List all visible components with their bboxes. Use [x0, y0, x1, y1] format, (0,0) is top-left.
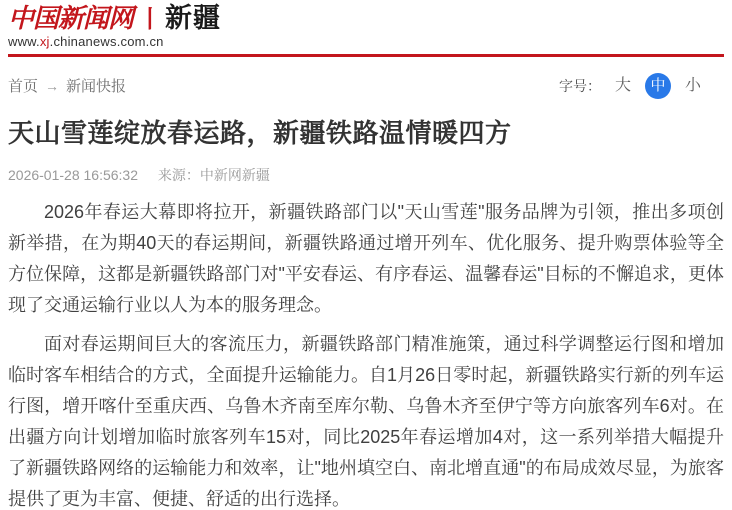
site-url-suffix: .chinanews.com.cn — [49, 34, 164, 49]
article-meta — [8, 165, 724, 185]
font-size-control — [559, 73, 706, 99]
article-paragraph-2: 面对春运期间巨大的客流压力，新疆铁路部门精准施策，通过科学调整运行图和增加临时客车相结合的方式，全面提升运输能力。自1月26日零时起，新疆铁路实行新的列车运行图，增开喀什至重庆西、乌鲁木齐南至库尔勒、乌鲁木齐至伊宁等方向旅客列车6对。在出疆方向计划增加临时旅客列车15对，同比2025年春运增加4对，这一系列举措大幅提升了新疆铁路网络的运输能力和效率，让"地州填空白、南北增直通"的布局成效尽显，为旅客提供了更为丰富、便捷、舒适的出行选择。 — [8, 334, 724, 510]
logo-text-region: 新疆 — [165, 3, 222, 33]
font-size-medium-button[interactable]: 中 — [645, 73, 671, 99]
breadcrumb-section-link[interactable]: 新闻快报 — [66, 78, 127, 95]
article-source — [158, 167, 270, 183]
breadcrumb-home-link[interactable]: 首页 — [8, 78, 39, 95]
site-header — [0, 0, 732, 57]
toolbar — [0, 57, 732, 99]
breadcrumb — [8, 75, 126, 96]
article — [0, 115, 732, 510]
font-size-label: 字号： — [559, 77, 601, 94]
source-label: 来源： — [157, 167, 200, 184]
logo-text-main: 中国新闻网 — [8, 4, 134, 34]
site-url-highlight: xj — [39, 34, 50, 49]
font-size-large-button[interactable]: 大 — [610, 73, 636, 99]
site-url — [8, 34, 724, 49]
article-title: 天山雪莲绽放春运路，新疆铁路温情暖四方 — [8, 118, 512, 148]
site-logo[interactable] — [8, 5, 724, 49]
font-size-small-button[interactable]: 小 — [680, 73, 706, 99]
site-url-prefix: www. — [8, 34, 40, 49]
article-body — [8, 197, 724, 510]
article-paragraph-1: 2026年春运大幕即将拉开，新疆铁路部门以"天山雪莲"服务品牌为引领，推出多项创新举措，在为期40天的春运期间，新疆铁路通过增开列车、优化服务、提升购票体验等全方位保障，这都是新疆铁路部门对"平安春运、有序春运、温馨春运"目标的不懈追求，更体现了交通运输行业以人为本的服务理念。 — [8, 202, 724, 316]
logo-separator: 丨 — [138, 6, 163, 33]
breadcrumb-arrow-icon: → — [45, 77, 60, 94]
source-name: 中新网新疆 — [199, 167, 270, 184]
publish-datetime: 2026-01-28 16:56:32 — [8, 167, 138, 184]
